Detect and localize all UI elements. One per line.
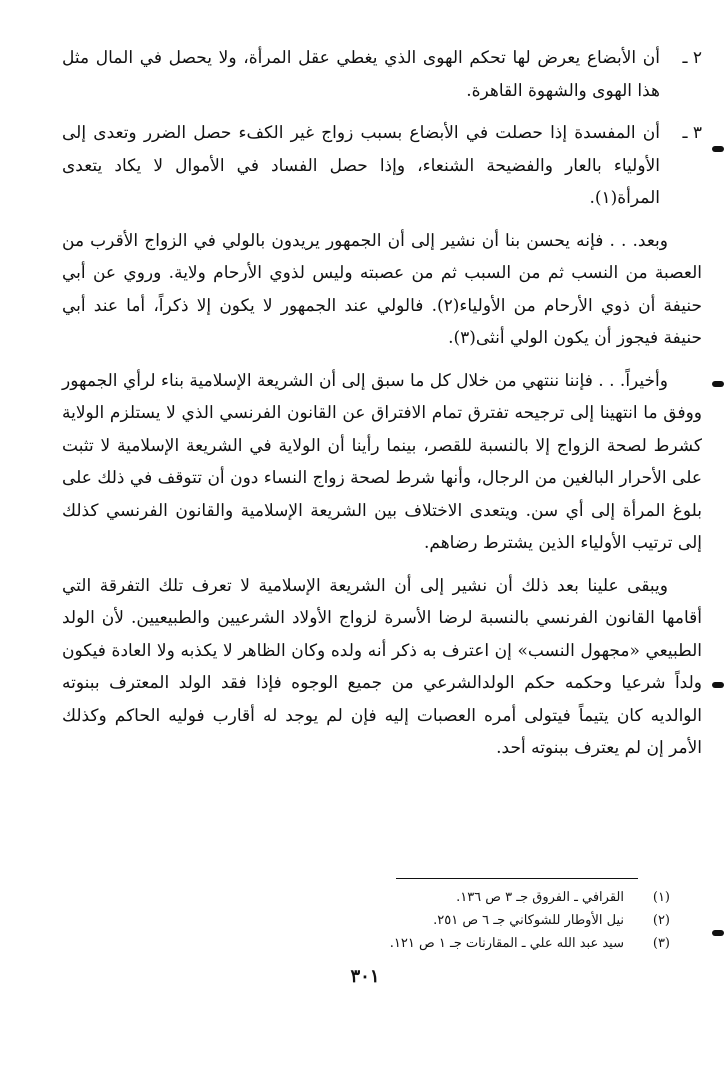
footnote-number: (١): [652, 890, 670, 905]
main-text: [62, 42, 702, 775]
paragraph-natural-child: ويبقى علينا بعد ذلك أن نشير إلى أن الشريعة الإسلامية لا تعرف تلك التفرقة التي أقامها القانون الفرنسي بالنسبة لرضا الأسرة لزواج الأولاد الشرعيين والطبيعيين. لأن الولد الطبيعي «مجهول النسب» إن اعترف به ذكر أنه ولده وكان الظاهر لا يكذبه ولا العادة فيكون ولداً شرعيا وحكمه حكم الولدالشرعي من جميع الوجوه فإذا فقد الولد المعترف ببنوته الوالديه كان يتيماً فيتولى أمره العصبات إليه فإن لم يوجد له أقارب فوليه الحاكم وكذلك الأمر إن لم يعترف ببنوته أحد.: [62, 575, 702, 758]
point-text: أن الأبضاع يعرض لها تحكم الهوى الذي يغطي عقل المرأة، ولا يحصل في المال مثل هذا الهوى والشهوة القاهرة.: [62, 48, 660, 101]
point-number: ٢ ـ: [682, 48, 702, 68]
paragraph-conclusion: وأخيراً. . . فإننا ننتهي من خلال كل ما سبق إلى أن الشريعة الإسلامية بناء لرأي الجمهور ووفق ما انتهينا إلى ترجيحه تفترق تمام الافتراق عن القانون الفرنسي الذي لا يستلزم الولاية كشرط لصحة الزواج إلا بالنسبة للقصر، بينما رأينا أن الولاية في الشريعة الإسلامية لا تثبت على الأحرار البالغين من الرجال، وأنها شرط لصحة زواج النساء دون أن تتوقف في ذلك على بلوغ المرأة إلى أي سن. ويتعدى الاختلاف بين الشريعة الإسلامية والقانون الفرنسي كذلك إلى ترتيب الأولياء الذين يشترط رضاهم.: [62, 370, 702, 553]
paragraph-guardian-definition: وبعد. . . فإنه يحسن بنا أن نشير إلى أن الجمهور يريدون بالولي في الزواج الأقرب من العصبة من النسب ثم من السبب ثم من عصبته وليس لذوي الأرحام ولاية. وروي عن أبي حنيفة أن ذوي الأرحام من الأولياء(٢). فالولي عند الجمهور لا يكون إلا ذكراً، أما عند أبي حنيفة فيجوز أن يكون الولي أنثى(٣).: [62, 230, 702, 348]
margin-mark: [712, 146, 724, 152]
footnote-text: سيد عبد الله علي ـ المقارنات جـ ١ ص ١٢١.: [389, 936, 624, 951]
footnote: [300, 932, 670, 955]
numbered-point-2: [62, 42, 702, 107]
margin-mark: [712, 381, 724, 387]
footnote: [300, 909, 670, 932]
page-number: ٣٠١: [350, 966, 380, 987]
numbered-point-3: [62, 117, 702, 215]
footnotes: [300, 886, 670, 955]
footnote-text: القرافي ـ الفروق جـ ٣ ص ١٣٦.: [456, 890, 624, 905]
point-text: أن المفسدة إذا حصلت في الأبضاع بسبب زواج غير الكفء حصل الضرر وتعدى إلى الأولياء بالعار والفضيحة الشنعاء، وإذا حصل الفساد في الأموال لا يكاد يتعدى المرأة(١).: [62, 123, 660, 208]
footnote-number: (٣): [652, 936, 670, 951]
point-number: ٣ ـ: [682, 123, 702, 143]
margin-mark: [712, 930, 724, 936]
footnote: [300, 886, 670, 909]
footnote-divider: [396, 878, 638, 879]
footnote-text: نيل الأوطار للشوكاني جـ ٦ ص ٢٥١.: [433, 913, 624, 928]
margin-mark: [712, 682, 724, 688]
footnote-number: (٢): [652, 913, 670, 928]
